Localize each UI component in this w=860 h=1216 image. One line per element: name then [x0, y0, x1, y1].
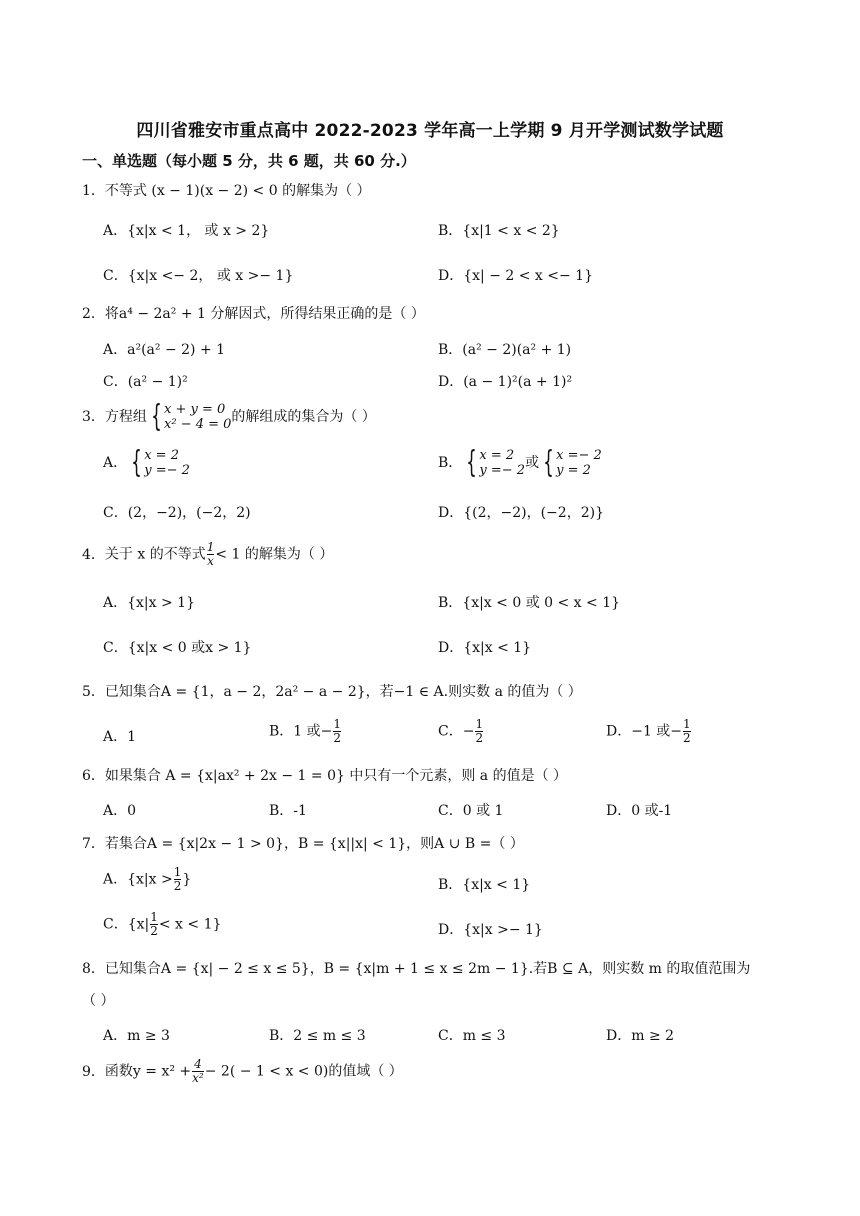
- q3-option-a: [103, 445, 190, 480]
- q1-option-b: B．{x|1 < x < 2}: [438, 223, 560, 239]
- question-stem: 如果集合 A = {x|ax² + 2x − 1 = 0} 中只有一个元素，则 a 的值是（ ）: [104, 768, 568, 784]
- question-stem-post: − 2( − 1 < x < 0)的值域（ ）: [204, 1063, 403, 1080]
- fraction: [174, 866, 182, 893]
- option-text: B．1 或−: [269, 723, 333, 740]
- question-stem-pre: 方程组: [104, 409, 147, 425]
- q6-option-b: B．-1: [269, 803, 307, 819]
- equation-row: x + y = 0: [164, 402, 226, 417]
- fraction: [683, 718, 691, 745]
- option-text: D．−1 或−: [606, 723, 683, 740]
- option-label: B．: [438, 455, 463, 471]
- q6-option-d: D．0 或-1: [606, 803, 673, 819]
- q6-option-c: C．0 或 1: [438, 803, 504, 819]
- fraction-numerator: 1: [150, 910, 158, 924]
- fraction-denominator: 2: [475, 731, 484, 745]
- question-number: 6．: [82, 768, 105, 784]
- q8-option-a: A．m ≥ 3: [103, 1028, 170, 1044]
- fraction: [192, 1058, 204, 1085]
- q8-option-d: D．m ≥ 2: [606, 1028, 675, 1044]
- equation-row: y = 2: [556, 463, 591, 478]
- or-text: 或: [525, 455, 540, 471]
- fraction: [150, 911, 158, 938]
- equation-row: x = 2: [479, 448, 515, 463]
- equation-row: x =− 2: [556, 448, 602, 463]
- question-number: 3．: [82, 409, 105, 425]
- question-stem-post: 的解组成的集合为（ ）: [231, 409, 376, 425]
- q5-option-d: [606, 718, 692, 745]
- question-stem: 已知集合A = {1，a − 2，2a² − a − 2}，若−1 ∈ A.则实数 a 的值为（ ）: [104, 684, 582, 700]
- q1-option-c: C．{x|x <− 2， 或 x >− 1}: [103, 268, 294, 284]
- question-6: [82, 765, 567, 785]
- fraction: [207, 541, 215, 568]
- question-2: [82, 303, 425, 323]
- equation-row: y =− 2: [144, 463, 190, 478]
- q4-option-c: C．{x|x < 0 或x > 1}: [103, 640, 252, 656]
- q4-option-d: D．{x|x < 1}: [438, 640, 532, 656]
- q7-option-a: [103, 866, 191, 893]
- q4-option-b: B．{x|x < 0 或 0 < x < 1}: [438, 595, 621, 611]
- fraction-numerator: 1: [333, 717, 342, 731]
- fraction: [333, 718, 341, 745]
- equation-system: { x = 2 y =− 2: [131, 445, 190, 480]
- question-5: [82, 681, 582, 701]
- section-heading: 一、单选题（每小题 5 分，共 6 题，共 60 分.）: [82, 152, 416, 170]
- equation-system: { x + y = 0 x² − 4 = 0: [151, 399, 232, 434]
- question-number: 1．: [82, 183, 105, 199]
- q5-option-c: [438, 718, 484, 745]
- q3-option-c: C．(2，−2)，(−2，2): [103, 505, 251, 521]
- fraction-denominator: 2: [173, 879, 182, 893]
- fraction-numerator: 1: [173, 865, 182, 879]
- question-number: 9．: [82, 1063, 105, 1080]
- question-1: [82, 180, 371, 200]
- question-stem: 将a⁴ − 2a² + 1 分解因式，所得结果正确的是（ ）: [104, 306, 425, 322]
- exam-title: 四川省雅安市重点高中 2022-2023 学年高一上学期 9 月开学测试数学试题: [136, 121, 724, 141]
- fraction-denominator: x²: [192, 1071, 204, 1085]
- option-text: C．{x|: [103, 916, 150, 933]
- question-3: [82, 399, 376, 434]
- q4-option-a: A．{x|x > 1}: [103, 595, 195, 611]
- equation-row: x = 2: [144, 448, 179, 463]
- q8-option-b: B．2 ≤ m ≤ 3: [269, 1028, 366, 1044]
- fraction-denominator: 2: [150, 924, 158, 938]
- question-9: [82, 1058, 403, 1085]
- q5-option-b: [269, 718, 342, 745]
- question-number: 8．: [82, 961, 105, 977]
- fraction-numerator: 4: [194, 1057, 202, 1071]
- q1-option-a: A．{x|x < 1， 或 x > 2}: [103, 223, 270, 239]
- question-4: [82, 541, 333, 568]
- q6-option-a: A．0: [103, 803, 137, 819]
- option-label: A．: [103, 455, 128, 471]
- q5-option-a: A．1: [103, 729, 137, 745]
- q7-option-c: [103, 911, 221, 938]
- fraction-denominator: x: [207, 554, 214, 568]
- option-text: }: [182, 871, 192, 888]
- fraction-numerator: 1: [683, 717, 691, 731]
- question-stem: 若集合A = {x|2x − 1 > 0}，B = {x||x| < 1}，则A ∪ B =（ ）: [104, 836, 524, 852]
- fraction-numerator: 1: [206, 540, 215, 554]
- question-number: 7．: [82, 836, 105, 852]
- question-stem: 不等式 (x − 1)(x − 2) < 0 的解集为（ ）: [104, 183, 371, 199]
- question-7: [82, 833, 524, 853]
- q2-option-a: A．a²(a² − 2) + 1: [103, 342, 226, 358]
- question-8-line-2: （ ）: [82, 993, 115, 1009]
- equation-system: { x = 2 y =− 2: [466, 445, 526, 480]
- fraction-denominator: 2: [683, 731, 691, 745]
- question-stem: 已知集合A = {x| − 2 ≤ x ≤ 5}，B = {x|m + 1 ≤ x ≤ 2m − 1}.若B ⊆ A，则实数 m 的取值范围为: [104, 961, 751, 977]
- q7-option-d: D．{x|x >− 1}: [438, 922, 543, 938]
- question-stem-pre: 函数y = x² +: [104, 1063, 192, 1080]
- question-stem-pre: 关于 x 的不等式: [104, 546, 206, 563]
- question-number: 2．: [82, 306, 105, 322]
- q1-option-d: D．{x| − 2 < x <− 1}: [438, 268, 593, 284]
- question-stem-post: < 1 的解集为（ ）: [215, 546, 334, 563]
- q2-option-c: C．(a² − 1)²: [103, 374, 188, 390]
- fraction-numerator: 1: [475, 717, 484, 731]
- option-text: < x < 1}: [158, 916, 222, 933]
- q2-option-d: D．(a − 1)²(a + 1)²: [438, 374, 573, 390]
- option-text: C．−: [438, 723, 475, 740]
- q8-option-c: C．m ≤ 3: [438, 1028, 506, 1044]
- fraction: [475, 718, 483, 745]
- question-8: [82, 958, 750, 978]
- equation-row: y =− 2: [479, 463, 526, 478]
- q7-option-b: B．{x|x < 1}: [438, 877, 531, 893]
- equation-row: x² − 4 = 0: [164, 417, 232, 432]
- question-number: 5．: [82, 684, 105, 700]
- equation-system: { x =− 2 y = 2: [543, 445, 602, 480]
- option-text: A．{x|x >: [103, 871, 173, 888]
- q2-option-b: B．(a² − 2)(a² + 1): [438, 342, 572, 358]
- question-number: 4．: [82, 546, 105, 563]
- q3-option-b: [438, 445, 602, 480]
- q3-option-d: D．{(2，−2)，(−2，2)}: [438, 505, 604, 521]
- fraction-denominator: 2: [333, 731, 342, 745]
